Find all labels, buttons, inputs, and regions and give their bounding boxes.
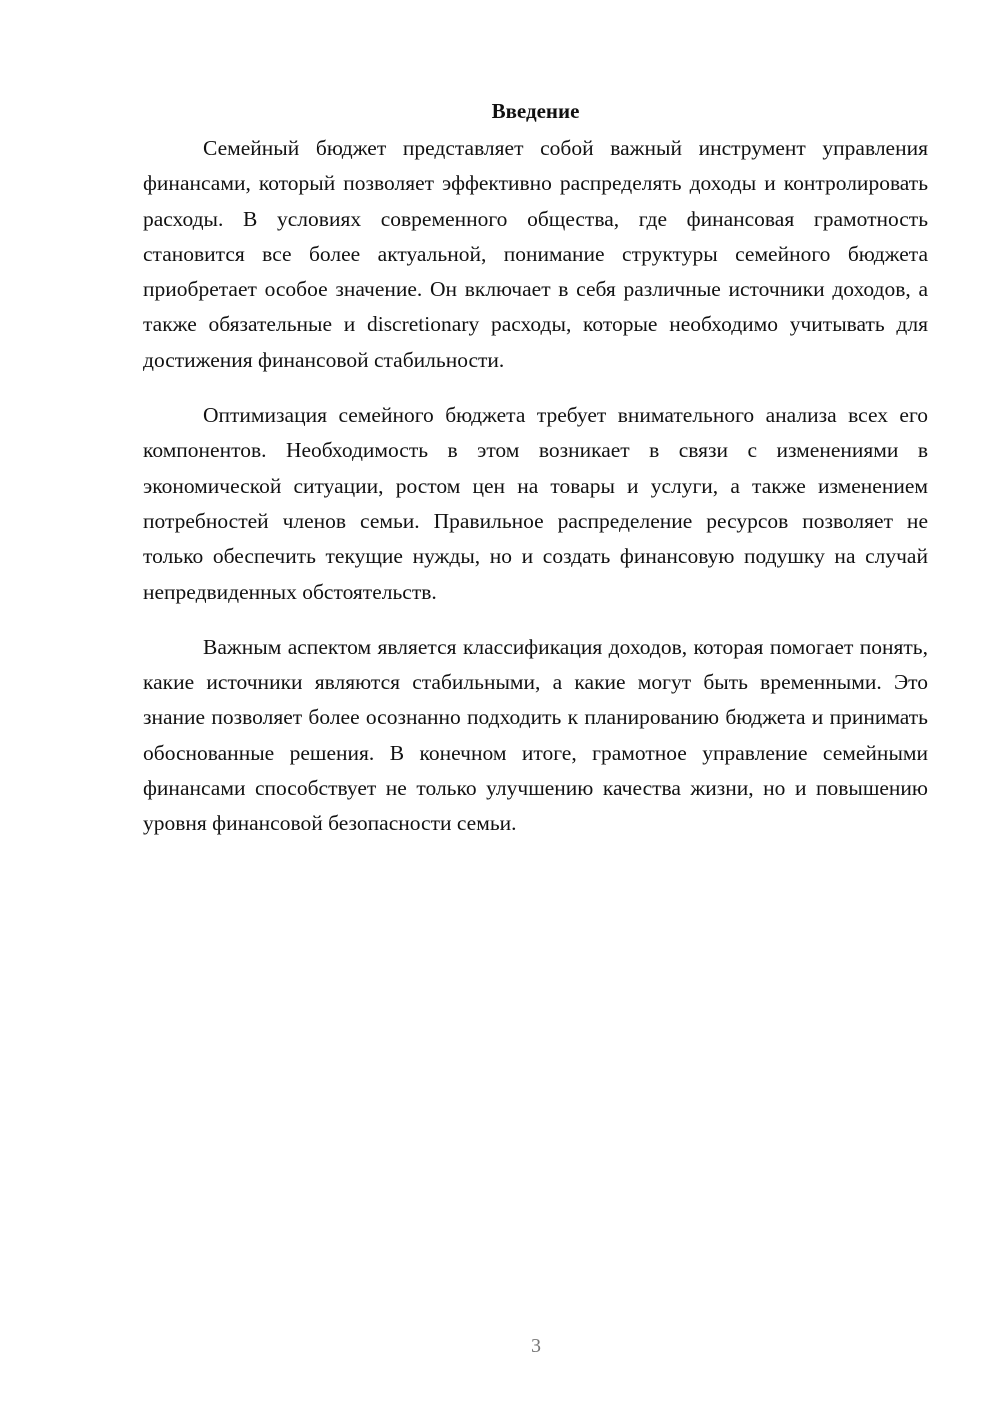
section-title: Введение bbox=[491, 99, 580, 123]
page-content bbox=[143, 96, 928, 862]
paragraph-2: Оптимизация семейного бюджета требует внимательного анализа всех его компонентов. Необходимость в этом возникает в связи с изменениями в экономической ситуации, ростом цен на товары и услуги, а также изменением потребностей членов семьи. Правильное распределение ресурсов позволяет не только обеспечить текущие нужды, но и создать финансовую подушку на случай непредвиденных обстоятельств. bbox=[143, 403, 928, 604]
paragraph-1: Семейный бюджет представляет собой важный инструмент управления финансами, который позволяет эффективно распределять доходы и контролировать расходы. В условиях современного общества, где финансовая грамотность становится все более актуальной, понимание структуры семейного бюджета приобретает особое значение. Он включает в себя различные источники доходов, а также обязательные и discretionary расходы, которые необходимо учитывать для достижения финансовой стабильности. bbox=[143, 136, 928, 372]
paragraph-3: Важным аспектом является классификация доходов, которая помогает понять, какие источники являются стабильными, а какие могут быть временными. Это знание позволяет более осознанно подходить к планированию бюджета и принимать обоснованные решения. В конечном итоге, грамотное управление семейными финансами способствует не только улучшению качества жизни, но и повышению уровня финансовой безопасности семьи. bbox=[143, 634, 928, 836]
page-number: 3 bbox=[531, 1335, 541, 1357]
